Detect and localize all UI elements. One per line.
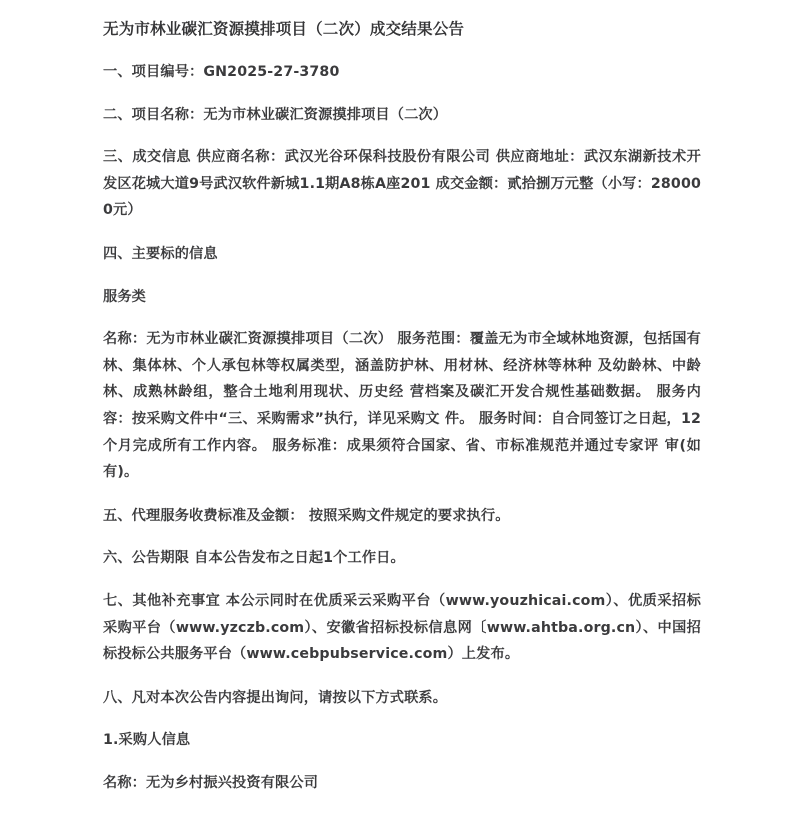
section-main-subject-heading: 四、主要标的信息 xyxy=(103,245,218,262)
section-main-subject-body: 名称：无为市林业碳汇资源摸排项目（二次） 服务范围：覆盖无为市全域林地资源，包括国有林、集体林、个人承包林等权属类型，涵盖防护林、用材林、经济林等林种 及幼龄林、中龄林、成熟林龄组，整合土地利用现状、历史经 营档案及碳汇开发合规性基础数据。 服务内容：按采购文件中“三、采购需求”执行，详见采购文 件。 服务时间：自合同签订之日起，12个月完成所有工作内容。 服务标准：成果须符合国家、省、市标准规范并通过专家评 审(如有)。 xyxy=(103,331,701,481)
section-project-number: 一、项目编号：GN2025-27-3780 xyxy=(103,64,340,80)
purchaser-name: 名称：无为乡村振兴投资有限公司 xyxy=(103,774,319,791)
purchaser-info-label: 1.采购人信息 xyxy=(103,732,191,749)
section-award-info: 三、成交信息 供应商名称：武汉光谷环保科技股份有限公司 供应商地址：武汉东湖新技术开发区花城大道9号武汉软件新城1.1期A8栋A座201 成交金额：贰拾捌万元整（小写：280000元） xyxy=(103,149,701,219)
page-title: 无为市林业碳汇资源摸排项目（二次）成交结果公告 xyxy=(103,20,465,38)
section-service-category: 服务类 xyxy=(103,288,147,305)
section-contact-intro: 八、凡对本次公告内容提出询问，请按以下方式联系。 xyxy=(103,689,448,706)
section-agency-fee: 五、代理服务收费标准及金额： 按照采购文件规定的要求执行。 xyxy=(103,507,510,524)
section-announcement-period: 六、公告期限 自本公告发布之日起1个工作日。 xyxy=(103,550,405,567)
section-other-matters: 七、其他补充事宜 本公示同时在优质采云采购平台（www.youzhicai.com）、优质采招标采购平台（www.yzczb.com）、安徽省招标投标信息网〔www.ahtba.org.cn）、中国招标投标公共服务平台（www.cebpubservice.com）上发布。 xyxy=(103,592,701,663)
section-project-name: 二、项目名称：无为市林业碳汇资源摸排项目（二次） xyxy=(103,106,448,123)
